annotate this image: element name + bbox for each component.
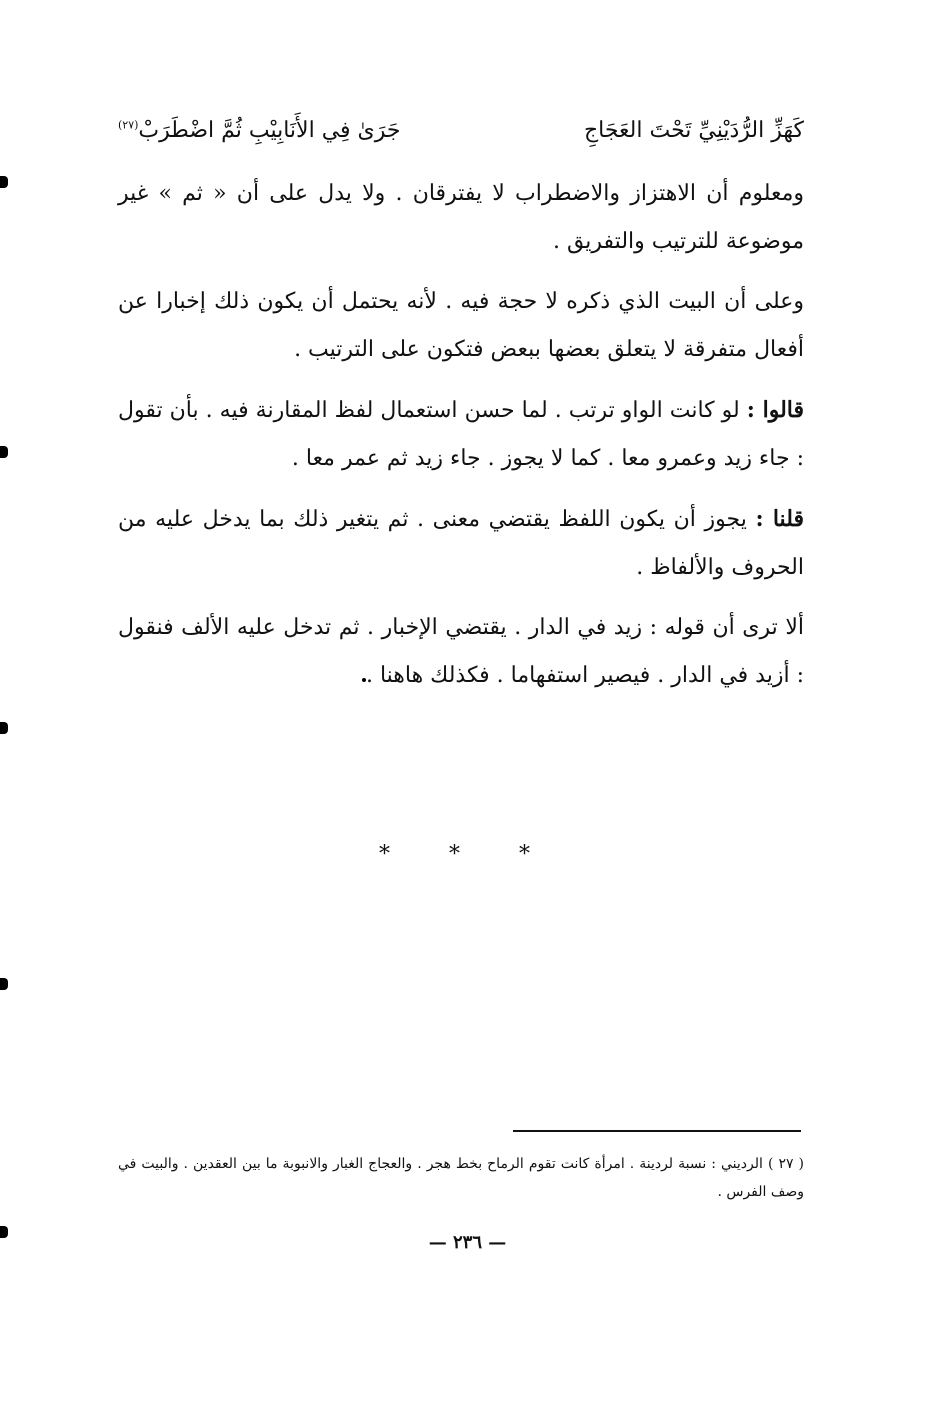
ink-dot: [362, 678, 366, 682]
paragraph-text: يجوز أن يكون اللفظ يقتضي معنى . ثم يتغير ذلك بما يدخل عليه من الحروف والألفاظ .: [118, 507, 804, 580]
binding-mark: [0, 446, 8, 458]
paragraph-5: [118, 604, 804, 700]
paragraph-text: ومعلوم أن الاهتزاز والاضطراب لا يفترقان . ولا يدل على أن « ثم » غير موضوعة للترتيب والتفريق .: [118, 181, 804, 254]
verse-left-text: جَرَىٰ فِي الأَنَابِيْبِ ثُمَّ اضْطَرَبْ: [138, 118, 401, 143]
body-text: [118, 170, 804, 712]
binding-mark: [0, 722, 8, 734]
paragraph-text: ألا ترى أن قوله : زيد في الدار . يقتضي الإخبار . ثم تدخل عليه الألف فنقول : أزيد في الدار . فيصير استفهاما . فكذلك هاهنا .: [118, 615, 804, 688]
poetry-verse: [118, 106, 804, 156]
paragraph-text: وعلى أن البيت الذي ذكره لا حجة فيه . لأنه يحتمل أن يكون ذلك إخبارا عن أفعال متفرقة لا يتعلق بعضها ببعض فتكون على الترتيب .: [118, 289, 804, 362]
paragraph-1: [118, 170, 804, 266]
binding-mark: [0, 1226, 8, 1238]
page-number: — ٢٣٦ —: [428, 1232, 507, 1253]
footnote: ( ٢٧ ) الرديني : نسبة لردينة . امرأة كانت تقوم الرماح بخط هجر . والعجاج الغبار والانبوبة ما بين العقدين . والبيت في وصف الفرس .: [118, 1156, 804, 1200]
paragraph-lead: قلنا :: [755, 506, 804, 532]
binding-mark: [0, 176, 8, 188]
footnote-rule: [513, 1130, 801, 1132]
footnote-reference: (٢٧): [118, 118, 139, 132]
paragraph-4: [118, 495, 804, 592]
section-separator: * * *: [379, 842, 556, 867]
verse-left-hemistich: [118, 118, 401, 143]
paragraph-3: [118, 386, 804, 483]
paragraph-2: [118, 278, 804, 374]
paragraph-lead: قالوا :: [746, 397, 805, 423]
paragraph-text: لو كانت الواو ترتب . لما حسن استعمال لفظ المقارنة فيه . بأن تقول : جاء زيد وعمرو معا . كما لا يجوز . جاء زيد ثم عمر معا .: [118, 398, 804, 471]
binding-mark: [0, 978, 8, 990]
verse-right-hemistich: كَهَزِّ الرُّدَيْنِيِّ تَحْتَ العَجَاجِ: [583, 118, 804, 143]
